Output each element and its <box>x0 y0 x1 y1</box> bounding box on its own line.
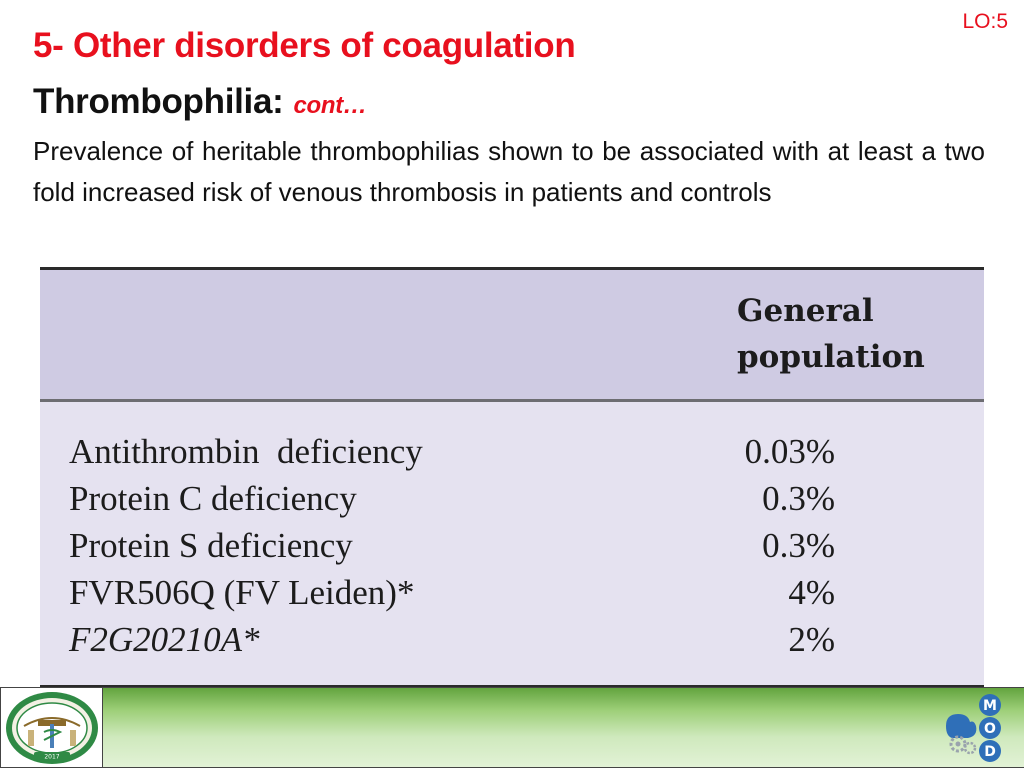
table-header-row <box>40 270 984 402</box>
row-value-protein-c: 0.3% <box>762 479 835 518</box>
row-label-protein-c: Protein C deficiency <box>69 479 357 518</box>
university-seal-icon <box>4 690 100 766</box>
column-header-general-population <box>737 288 967 380</box>
row-value-antithrombin: 0.03% <box>744 432 835 471</box>
prevalence-table <box>40 267 984 687</box>
slide-title: 5- Other disorders of coagulation <box>33 26 576 65</box>
footer-bar <box>0 687 1024 768</box>
continued-marker: cont… <box>293 92 367 119</box>
row-value-protein-s: 0.3% <box>762 526 835 565</box>
row-label-antithrombin: Antithrombin deficiency <box>69 432 423 471</box>
row-value-fv-leiden: 4% <box>788 573 835 612</box>
column-header-line-2: population <box>737 339 925 375</box>
row-value-f2g20210a: 2% <box>788 620 835 659</box>
row-label-fv-leiden: FVR506Q (FV Leiden)* <box>69 573 415 612</box>
column-header-line-1: General <box>737 293 874 329</box>
footer-gradient-band <box>103 687 1024 768</box>
slide-subtitle <box>33 82 367 122</box>
table-row <box>40 432 984 479</box>
mod-letter-m: M <box>983 698 997 714</box>
table-row <box>40 620 984 667</box>
mod-letter-d: D <box>984 744 996 760</box>
row-label-f2g20210a: F2G20210A* <box>69 620 260 659</box>
mod-letter-o: O <box>984 721 996 737</box>
table-row <box>40 573 984 620</box>
table-body <box>40 432 984 667</box>
learning-objective-tag: LO:5 <box>962 10 1008 33</box>
table-row <box>40 479 984 526</box>
subtitle-label: Thrombophilia: <box>33 82 284 121</box>
description-paragraph: Prevalence of heritable thrombophilias shown to be associated with at least a two fold increased risk of venous thrombosis in patients and controls <box>33 136 985 207</box>
seal-year: 2017 <box>43 753 60 760</box>
table-row <box>40 526 984 573</box>
mod-logo-icon <box>938 692 1010 764</box>
university-seal-frame <box>0 687 103 768</box>
row-label-protein-s: Protein S deficiency <box>69 526 353 565</box>
